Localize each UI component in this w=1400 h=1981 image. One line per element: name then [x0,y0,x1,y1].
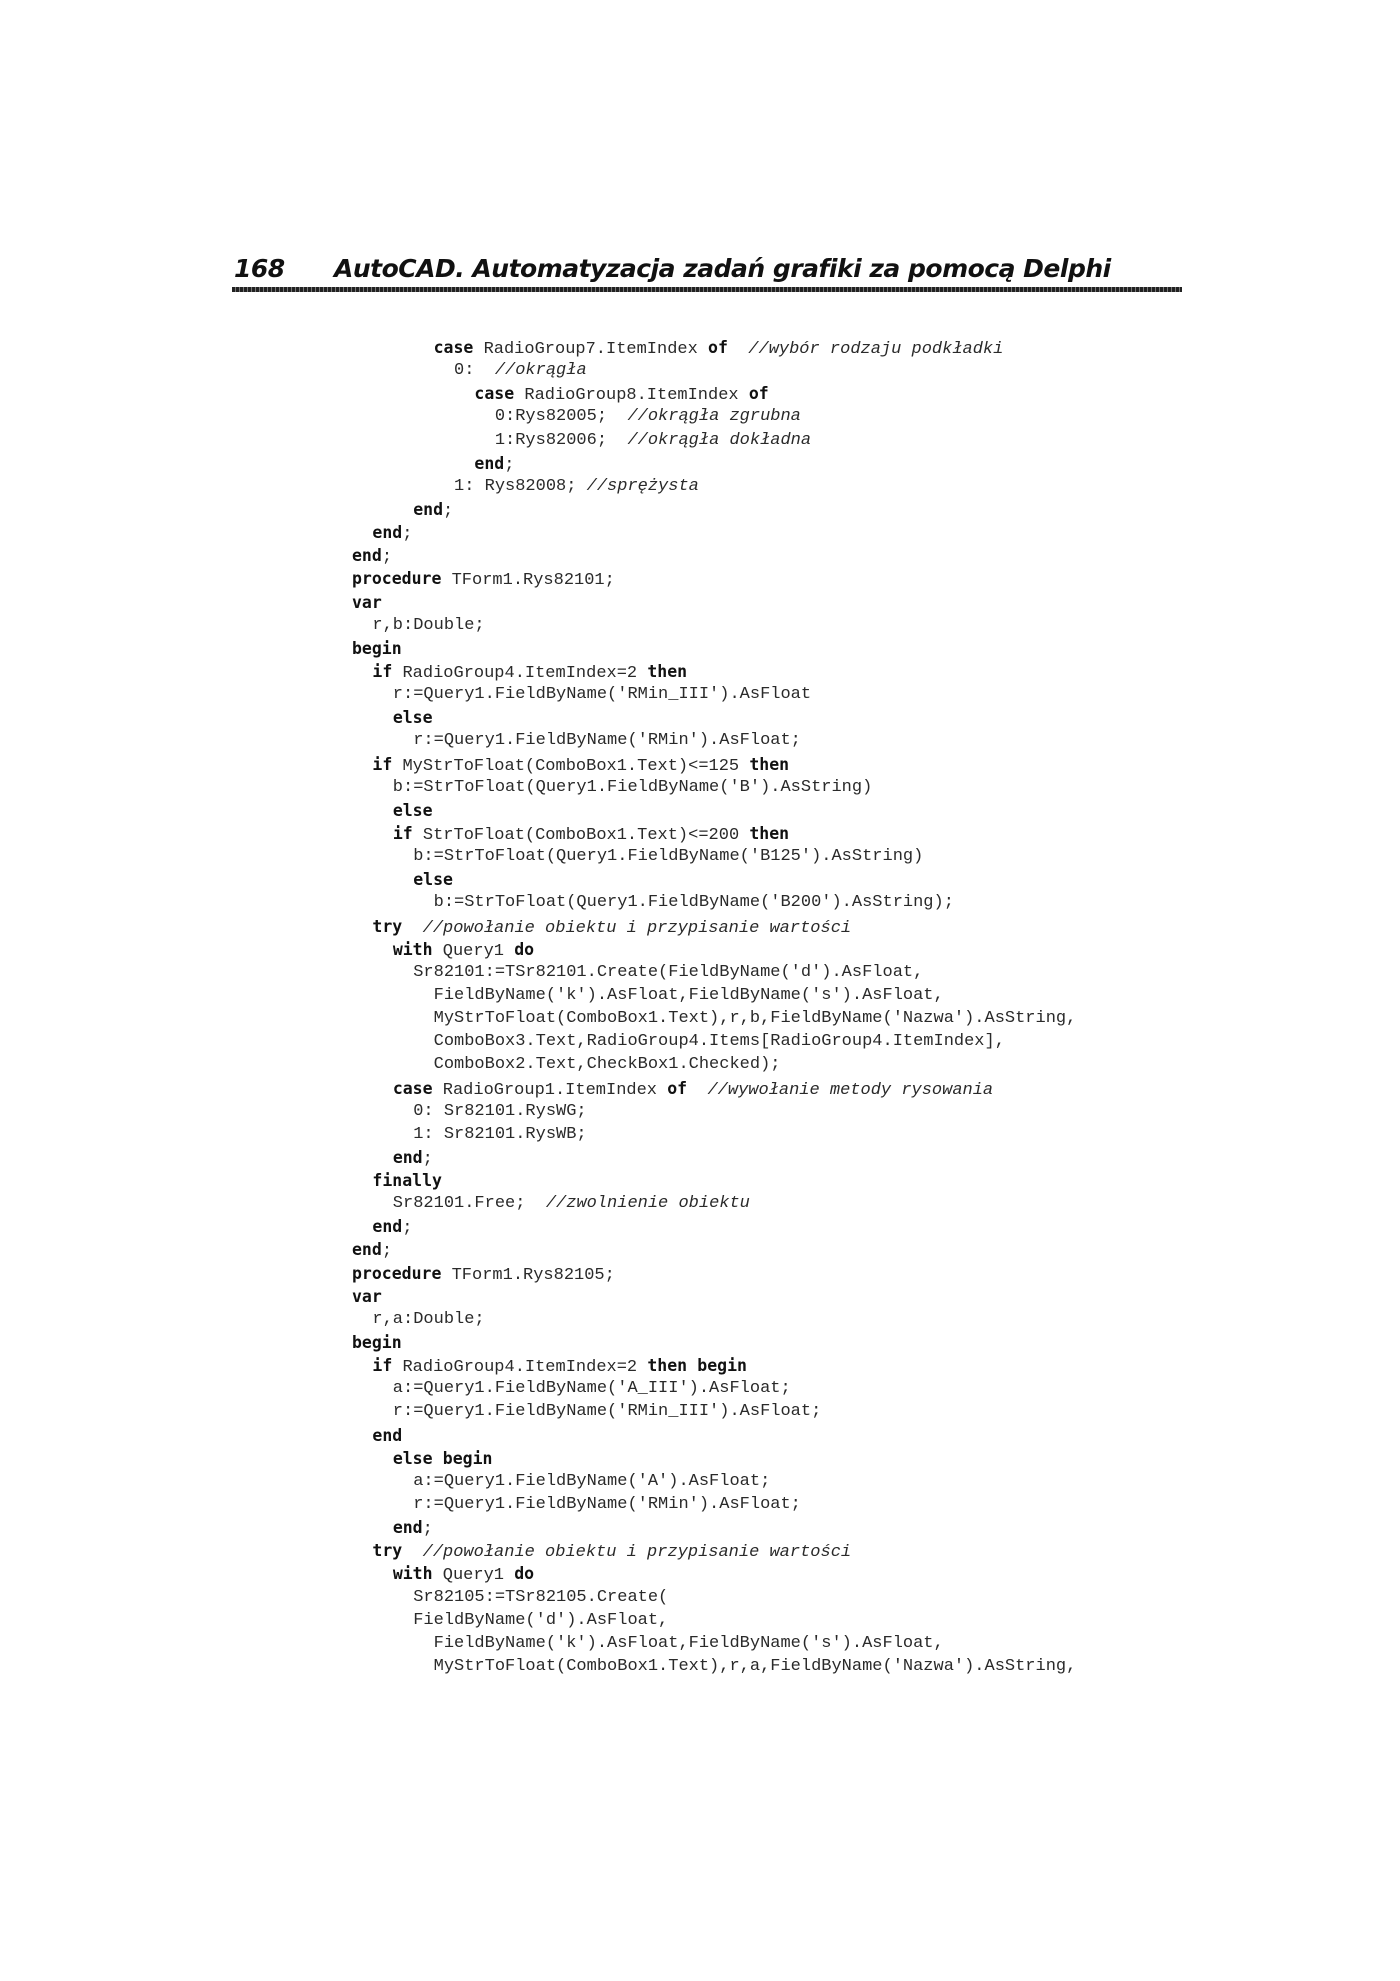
code-line: end; [392,1147,433,1169]
book-title: AutoCAD. Automatyzacja zadań grafiki za pomocą Delphi [334,254,1111,283]
code-line: begin [352,638,402,658]
code-line: end; [372,523,413,545]
code-line: ComboBox3.Text,RadioGroup4.Items[RadioGroup4.ItemIndex], [352,1032,1005,1052]
code-line: r:=Query1.FieldByName('RMin').AsFloat; [352,1495,801,1515]
code-line: begin [352,1333,402,1353]
code-line: 0: //okrągła [352,361,587,381]
code-line: with Query1 do [392,939,535,961]
code-line: if RadioGroup4.ItemIndex=2 then begin [372,1356,747,1378]
code-line: case RadioGroup1.ItemIndex of //wywołanie metody rysowania [392,1078,994,1100]
code-line: 1: Rys82008; //sprężysta [352,476,699,496]
code-line: MyStrToFloat(ComboBox1.Text),r,a,FieldByName('Nazwa').AsString, [352,1657,1077,1677]
code-line: ComboBox2.Text,CheckBox1.Checked); [352,1055,781,1075]
code-line: case RadioGroup7.ItemIndex of //wybór rodzaju podkładki [433,338,1004,359]
code-line: Sr82105:=TSr82105.Create( [352,1587,669,1607]
code-line: a:=Query1.FieldByName('A').AsFloat; [352,1471,771,1491]
code-line: b:=StrToFloat(Query1.FieldByName('B200').AsString); [352,893,954,913]
code-line: r,a:Double; [352,1309,485,1329]
code-line: procedure TForm1.Rys82105; [352,1263,615,1285]
code-line: if RadioGroup4.ItemIndex=2 then [372,661,688,683]
code-line: r:=Query1.FieldByName('RMin').AsFloat; [352,731,801,751]
code-line: FieldByName('d').AsFloat, [352,1610,669,1630]
code-line: MyStrToFloat(ComboBox1.Text),r,b,FieldByName('Nazwa').AsString, [352,1009,1077,1029]
code-line: if MyStrToFloat(ComboBox1.Text)<=125 then [372,754,790,776]
code-line: end; [474,453,515,475]
code-line: else [392,708,433,728]
code-line: else [392,800,433,820]
header-rule [232,287,1182,292]
code-line: 1: Sr82101.RysWB; [352,1124,587,1144]
code-line: r:=Query1.FieldByName('RMin_III').AsFloat; [352,1402,822,1422]
code-line: b:=StrToFloat(Query1.FieldByName('B125').AsString) [352,847,924,867]
code-line: a:=Query1.FieldByName('A_III').AsFloat; [352,1379,791,1399]
code-line: try //powołanie obiektu i przypisanie wartości [372,916,852,938]
code-line: else [413,870,453,890]
code-line: if StrToFloat(ComboBox1.Text)<=200 then [392,823,790,845]
code-line: var [352,1286,382,1306]
code-line: end; [372,1217,413,1239]
code-line: 0:Rys82005; //okrągła zgrubna [352,407,801,427]
code-line: 0: Sr82101.RysWG; [352,1101,587,1121]
code-listing [352,336,1076,1678]
code-line: end [372,1425,403,1445]
code-line: end; [352,1240,393,1262]
code-line: procedure TForm1.Rys82101; [352,569,615,591]
code-line: r:=Query1.FieldByName('RMin_III').AsFloat [352,685,812,705]
code-line: with Query1 do [392,1564,535,1586]
code-line: Sr82101:=TSr82101.Create(FieldByName('d').AsFloat, [352,962,924,982]
code-line: b:=StrToFloat(Query1.FieldByName('B').AsString) [352,777,873,797]
page-number: 168 [234,254,285,283]
code-line: end; [413,499,454,521]
code-line: FieldByName('k').AsFloat,FieldByName('s').AsFloat, [352,985,944,1005]
code-line: end; [352,546,393,568]
code-line: case RadioGroup8.ItemIndex of [474,384,769,406]
code-line: Sr82101.Free; //zwolnienie obiektu [352,1194,750,1214]
page-header [232,254,1182,294]
code-line: else begin [392,1448,493,1468]
code-line: finally [372,1171,442,1191]
code-line: end; [392,1518,433,1540]
code-line: r,b:Double; [352,615,485,635]
code-line: try //powołanie obiektu i przypisanie wartości [372,1541,852,1563]
code-line: FieldByName('k').AsFloat,FieldByName('s').AsFloat, [352,1633,944,1653]
code-line: var [352,592,382,612]
code-line: 1:Rys82006; //okrągła dokładna [352,430,812,450]
